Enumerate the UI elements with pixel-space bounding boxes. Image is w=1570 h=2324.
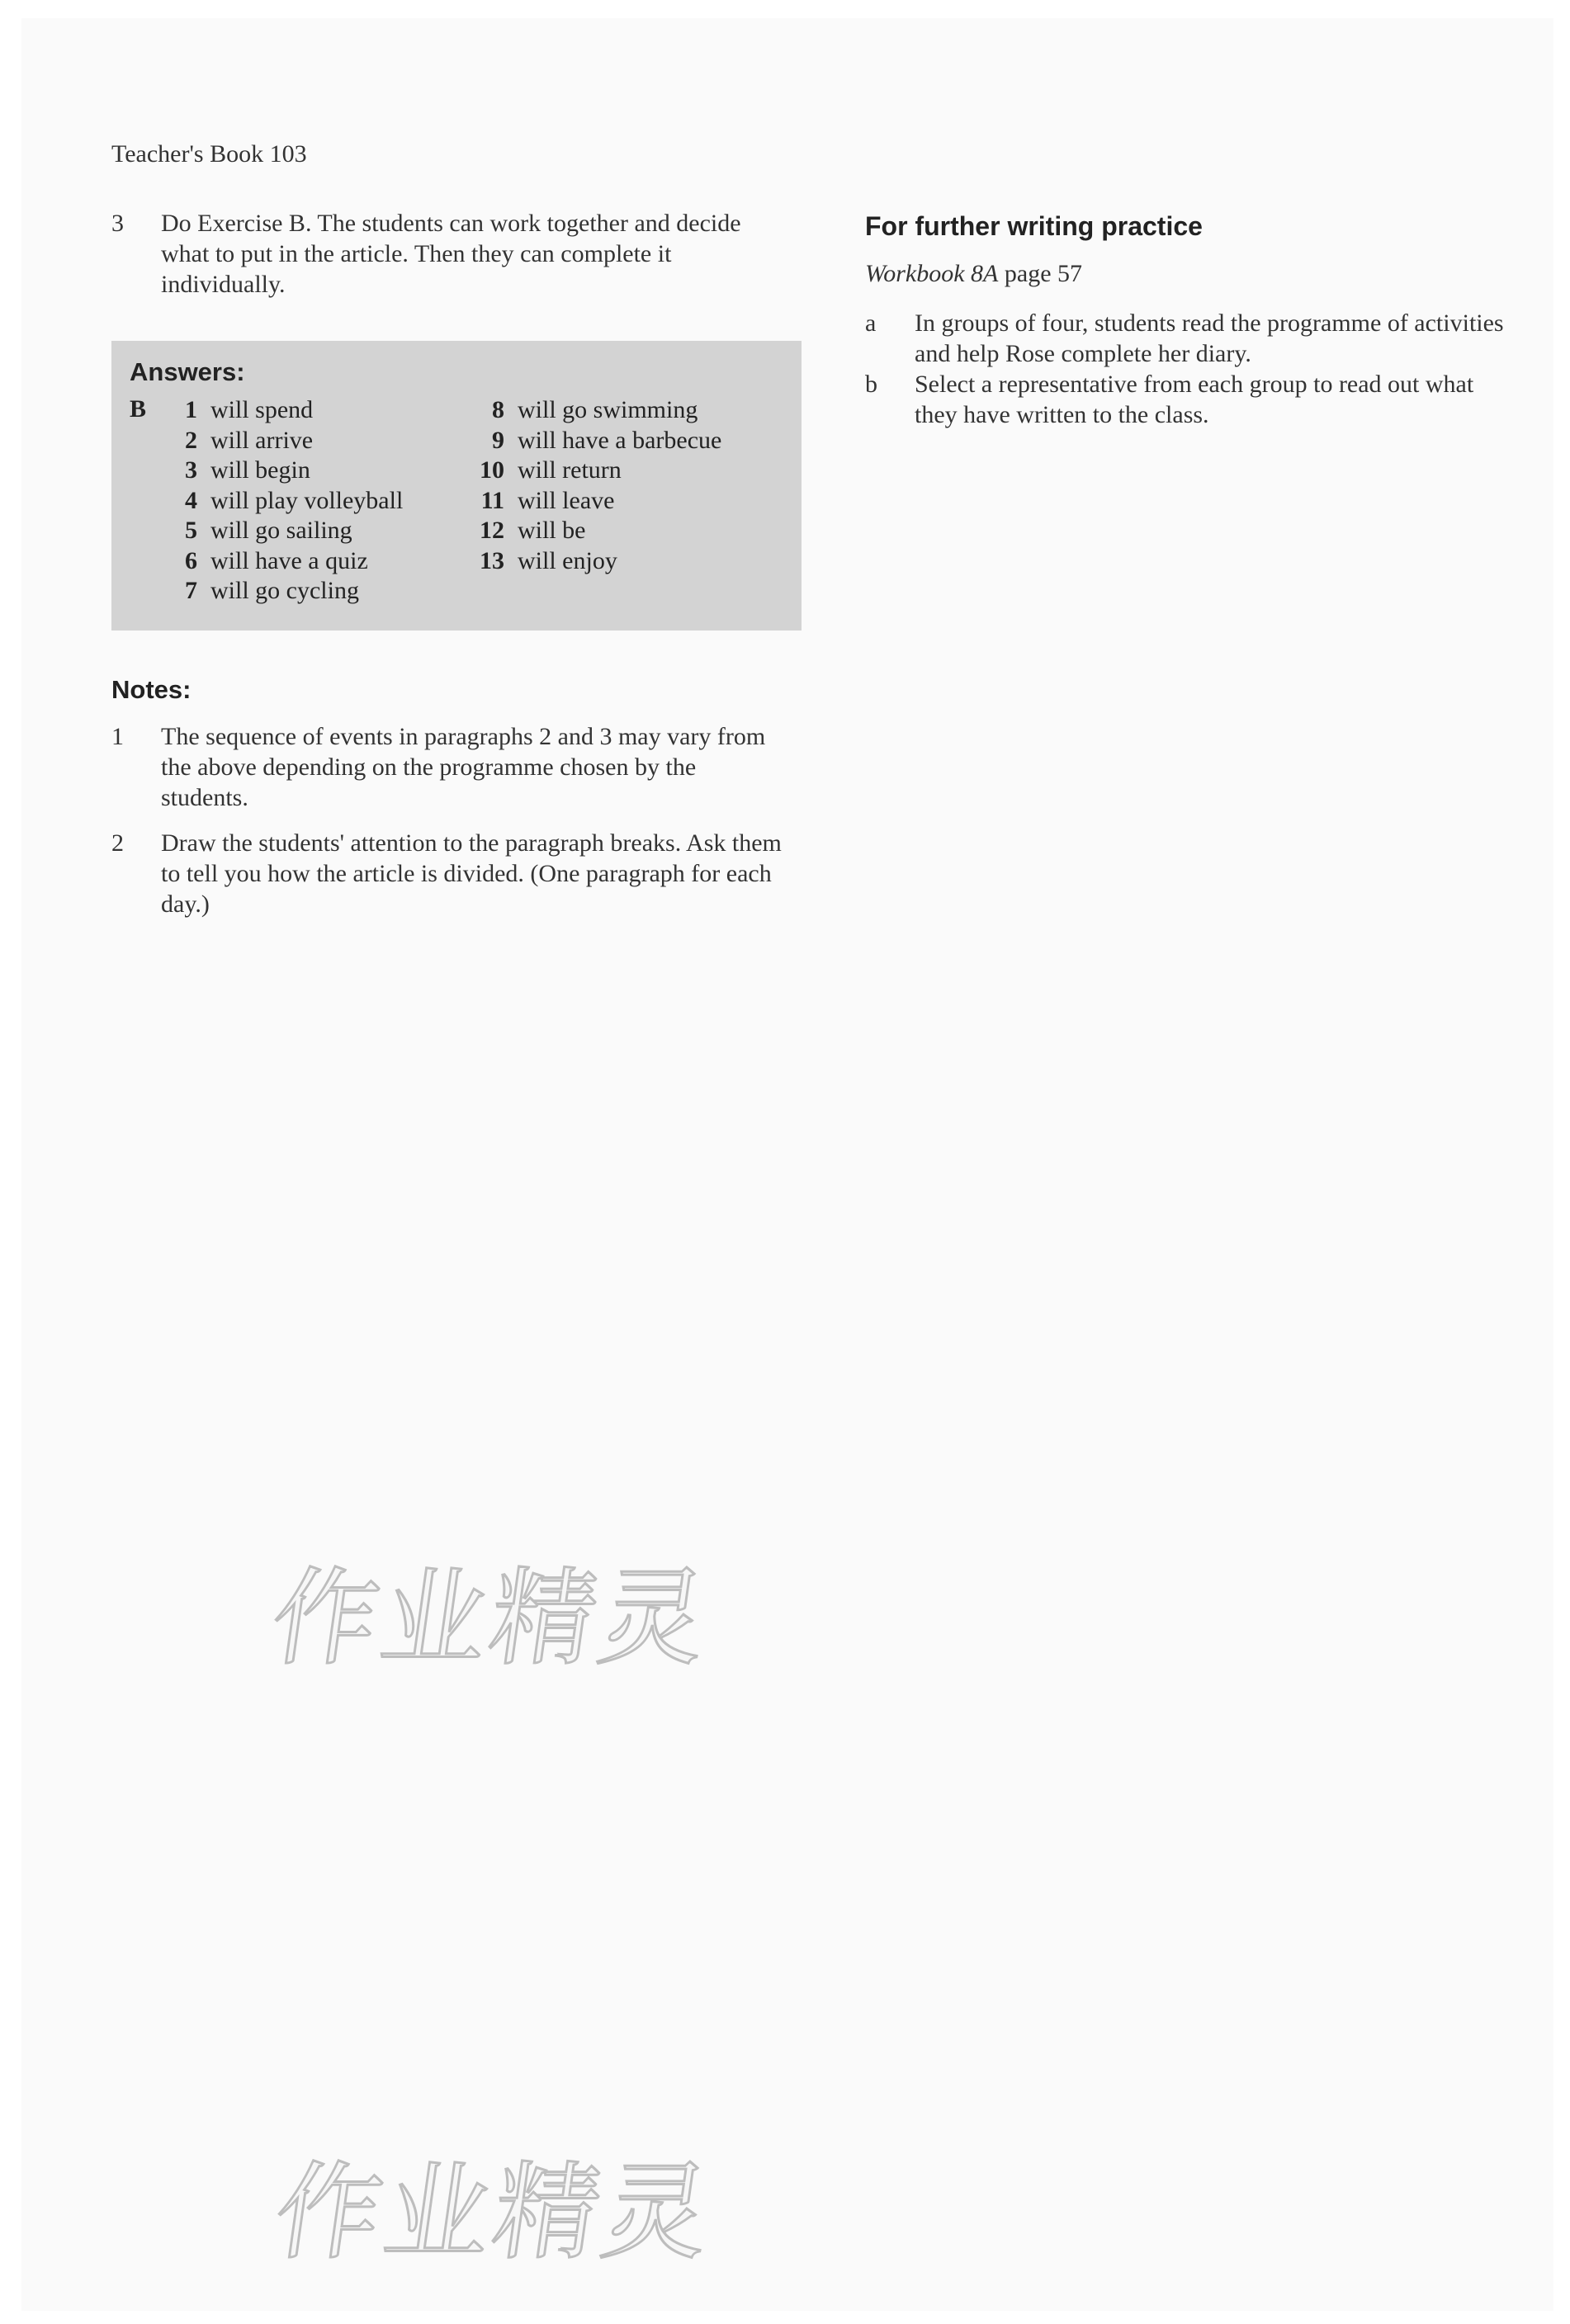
note-number: 2: [111, 829, 124, 857]
answer-row: [466, 426, 721, 456]
further-practice-title: For further writing practice: [865, 211, 1203, 241]
answer-number: 3: [185, 456, 197, 484]
notes-list: [111, 721, 788, 919]
notes-title: Notes:: [111, 675, 192, 704]
answers-column-1: [166, 395, 403, 607]
further-practice-list: [865, 308, 1517, 430]
answer-text: will leave: [518, 486, 615, 514]
answer-text: will enjoy: [518, 546, 617, 574]
answer-row: [166, 486, 403, 517]
answer-text: will arrive: [210, 426, 314, 454]
answers-exercise-label: B: [130, 395, 147, 423]
answer-number: 13: [480, 546, 504, 574]
answer-text: will go cycling: [210, 577, 359, 604]
answer-text: will play volleyball: [210, 486, 404, 514]
answer-text: will have a quiz: [210, 546, 368, 574]
answer-row: [166, 426, 403, 456]
answer-text: will have a barbecue: [518, 426, 722, 454]
answer-text: will spend: [210, 396, 314, 423]
answer-row: [166, 456, 403, 486]
workbook-page: page 57: [998, 260, 1083, 287]
answer-text: will go swimming: [518, 396, 698, 423]
page-header: Teacher's Book 103: [111, 140, 307, 168]
answer-text: will return: [518, 456, 622, 484]
answers-box: [111, 341, 802, 631]
note-text: Draw the students' attention to the paragraph breaks. Ask them to tell you how the article is divided. (One paragraph for each day.): [161, 829, 782, 918]
step-3-item: [111, 208, 788, 300]
practice-text: In groups of four, students read the programme of activities and help Rose complete her diary.: [915, 309, 1504, 367]
note-item: [111, 721, 788, 813]
answer-row: [166, 395, 403, 426]
answer-number: 2: [185, 426, 197, 454]
answers-title: Answers:: [130, 357, 245, 386]
answer-row: [166, 576, 403, 607]
answer-number: 5: [185, 517, 197, 544]
watermark: 作业精灵: [267, 2152, 721, 2274]
step-number: 3: [111, 210, 124, 237]
answer-number: 8: [492, 396, 504, 423]
answer-text: will go sailing: [210, 517, 352, 544]
answer-row: [466, 486, 721, 517]
practice-letter: b: [865, 371, 877, 398]
answer-number: 7: [185, 577, 197, 604]
step-text: Do Exercise B. The students can work together and decide what to put in the article. Then they can complete it individually.: [161, 210, 741, 298]
note-number: 1: [111, 723, 124, 750]
practice-item: [865, 308, 1517, 369]
practice-text: Select a representative from each group to read out what they have written to the class.: [915, 371, 1474, 428]
answer-number: 10: [480, 456, 504, 484]
answer-number: 4: [185, 486, 197, 514]
answer-number: 9: [492, 426, 504, 454]
practice-letter: a: [865, 309, 877, 337]
workbook-reference: [865, 260, 1082, 288]
answer-number: 12: [480, 517, 504, 544]
answer-number: 6: [185, 546, 197, 574]
note-item: [111, 828, 788, 919]
watermark: 作业精灵: [263, 1557, 717, 1680]
answer-text: will be: [518, 517, 586, 544]
answer-row: [466, 546, 721, 577]
answer-row: [466, 395, 721, 426]
answer-text: will begin: [210, 456, 310, 484]
answer-row: [166, 516, 403, 546]
answer-row: [166, 546, 403, 577]
practice-item: [865, 369, 1517, 430]
answer-number: 11: [480, 486, 504, 514]
workbook-name: Workbook 8A: [865, 260, 999, 287]
answers-column-2: [466, 395, 721, 576]
step-3: [111, 208, 788, 300]
answer-number: 1: [185, 396, 197, 423]
note-text: The sequence of events in paragraphs 2 and 3 may vary from the above depending on the programme chosen by the students.: [161, 723, 766, 811]
answer-row: [466, 516, 721, 546]
answer-row: [466, 456, 721, 486]
